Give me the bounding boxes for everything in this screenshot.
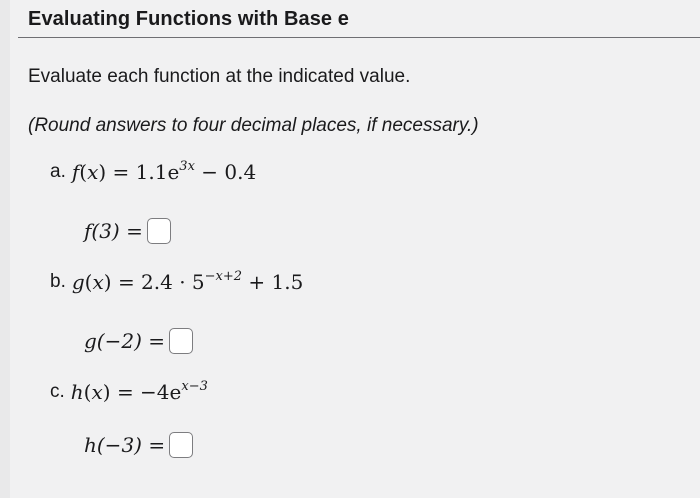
- function-definition: $g(x) = 2.4 \cdot 5^{-x+2} + 1.5$: [71, 269, 304, 294]
- answer-input-b[interactable]: [169, 328, 193, 354]
- problem-a-answer-row: [84, 218, 171, 244]
- header-divider: [18, 37, 700, 38]
- evaluation-expression: f(3) =: [84, 219, 143, 243]
- evaluation-expression: h(−3) =: [84, 433, 166, 457]
- answer-input-a[interactable]: [147, 218, 171, 244]
- problem-page: [10, 0, 700, 498]
- function-definition: $h(x) = -4e^{x-3}$: [70, 379, 208, 404]
- problem-label: b.: [50, 271, 66, 292]
- problem-c-definition: [50, 380, 208, 404]
- answer-input-c[interactable]: [169, 432, 193, 458]
- problem-label: a.: [50, 161, 66, 182]
- function-definition: $f(x) = 1.1e^{3x} - 0.4$: [71, 159, 257, 184]
- instruction-text: Evaluate each function at the indicated value.: [28, 66, 411, 87]
- rounding-note: (Round answers to four decimal places, if necessary.): [28, 115, 479, 136]
- problem-c-answer-row: [84, 432, 193, 458]
- problem-a-definition: [50, 160, 256, 184]
- evaluation-expression: g(−2) =: [84, 329, 166, 353]
- problem-b-answer-row: [84, 328, 193, 354]
- page-title: Evaluating Functions with Base e: [28, 8, 350, 30]
- problem-label: c.: [50, 381, 65, 402]
- problem-b-definition: [50, 270, 303, 294]
